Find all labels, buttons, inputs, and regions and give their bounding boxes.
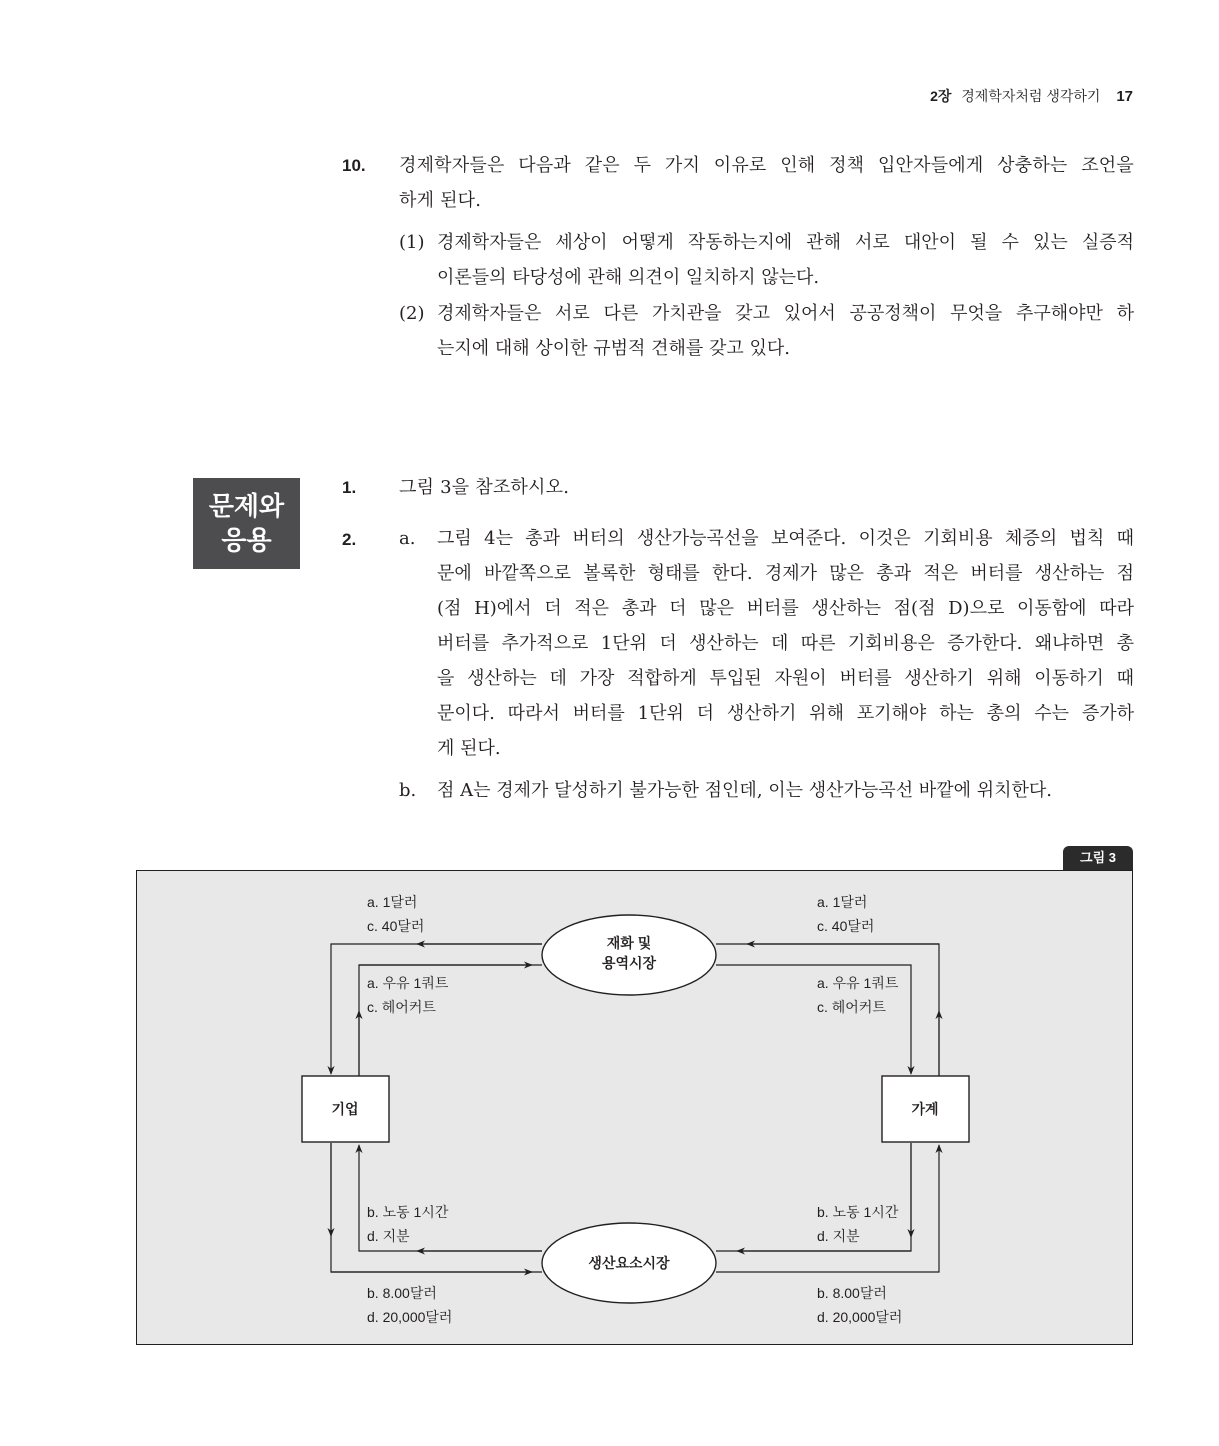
p2-a-line-1: 그림 4는 총과 버터의 생산가능곡선을 보여준다. 이것은 기회비용 체증의 법칙 때 xyxy=(437,528,1134,549)
tr-label-2: c. 40달러 xyxy=(817,918,875,934)
ml-label-1: a. 우유 1쿼트 xyxy=(367,975,449,991)
q10-paragraph xyxy=(399,148,1134,218)
firms-label: 기업 xyxy=(331,1101,359,1117)
q10-line-2: 하게 된다. xyxy=(399,190,482,211)
p2-a-line-4: 버터를 추가적으로 1단위 더 생산하는 데 따른 기회비용은 증가한다. 왜냐하면 총 xyxy=(437,633,1134,654)
bbl-label-2: d. 20,000달러 xyxy=(367,1309,453,1325)
chapter-title: 경제학자처럼 생각하기 xyxy=(961,88,1101,104)
mr-label-1: a. 우유 1쿼트 xyxy=(817,975,899,991)
q10-item-2-label: (2) xyxy=(399,303,425,324)
p2-a-line-7: 게 된다. xyxy=(437,738,501,759)
p1-number: 1. xyxy=(342,478,357,497)
q10-item-2 xyxy=(399,296,1134,366)
goods-market-line-1: 재화 및 xyxy=(606,935,652,951)
tl-label-2: c. 40달러 xyxy=(367,918,425,934)
q10-item-2-line-2: 는지에 대해 상이한 규범적 견해를 갖고 있다. xyxy=(437,338,791,359)
q10-number: 10. xyxy=(342,156,366,175)
q10-line-1: 경제학자들은 다음과 같은 두 가지 이유로 인해 정책 입안자들에게 상충하는 조언을 xyxy=(399,155,1134,176)
q10-item-2-line-1: 경제학자들은 서로 다른 가치관을 갖고 있어서 공공정책이 무엇을 추구해야만 하 xyxy=(437,303,1134,324)
p1-text: 그림 3을 참조하시오. xyxy=(399,477,570,498)
tr-label-1: a. 1달러 xyxy=(817,894,868,910)
q10-item-1-label: (1) xyxy=(399,232,425,253)
p2-a-line-5: 을 생산하는 데 가장 적합하게 투입된 자원이 버터를 생산하기 위해 이동하기 때 xyxy=(437,668,1134,689)
tl-label-1: a. 1달러 xyxy=(367,894,418,910)
p2-a-line-6: 문이다. 따라서 버터를 1단위 더 생산하기 위해 포기해야 하는 총의 수는 증가하 xyxy=(437,703,1134,724)
bbl-label-1: b. 8.00달러 xyxy=(367,1285,437,1301)
running-header xyxy=(930,86,1133,106)
p2-b-text: 점 A는 경제가 달성하기 불가능한 점인데, 이는 생산가능곡선 바깥에 위치한다. xyxy=(437,780,1052,801)
bl-label-1: b. 노동 1시간 xyxy=(367,1204,449,1220)
flow-revenue-line xyxy=(331,944,542,1074)
bbr-label-1: b. 8.00달러 xyxy=(817,1285,887,1301)
br-label-1: b. 노동 1시간 xyxy=(817,1204,899,1220)
q10-item-1-line-2: 이론들의 타당성에 관해 의견이 일치하지 않는다. xyxy=(437,267,820,288)
p2-number: 2. xyxy=(342,530,357,549)
p2-a-label: a. xyxy=(399,528,416,549)
p2-a-line-2: 문에 바깥쪽으로 볼록한 형태를 한다. 경제가 많은 총과 적은 버터를 생산하는 점 xyxy=(437,563,1134,584)
circular-flow-diagram xyxy=(136,870,1133,1345)
br-label-2: d. 지분 xyxy=(817,1228,860,1244)
q10-item-1 xyxy=(399,225,1134,295)
ml-label-2: c. 헤어커트 xyxy=(367,999,436,1015)
q10-item-1-line-1: 경제학자들은 세상이 어떻게 작동하는지에 관해 서로 대안이 될 수 있는 실증적 xyxy=(437,232,1134,253)
figure-tab: 그림 3 xyxy=(1063,846,1133,870)
bbr-label-2: d. 20,000달러 xyxy=(817,1309,903,1325)
bl-label-2: d. 지분 xyxy=(367,1228,410,1244)
page-number: 17 xyxy=(1116,88,1133,105)
chapter-number: 2장 xyxy=(930,88,952,104)
goods-market-line-2: 용역시장 xyxy=(601,955,657,971)
flow-labor-line xyxy=(716,1143,911,1251)
section-label xyxy=(193,478,300,569)
households-label: 가계 xyxy=(911,1101,939,1117)
p2-a-line-3: (점 H)에서 더 적은 총과 더 많은 버터를 생산하는 점(점 D)으로 이동함에 따라 xyxy=(437,598,1134,619)
p2-b-label: b. xyxy=(399,780,417,801)
p2-part-a xyxy=(399,521,1134,766)
section-label-line-1: 문제와 xyxy=(208,491,285,521)
p2-part-b xyxy=(399,773,1134,808)
section-label-line-2: 응용 xyxy=(221,525,272,555)
mr-label-2: c. 헤어커트 xyxy=(817,999,886,1015)
circular-flow-svg xyxy=(137,871,1134,1346)
factor-market-label: 생산요소시장 xyxy=(588,1255,670,1271)
